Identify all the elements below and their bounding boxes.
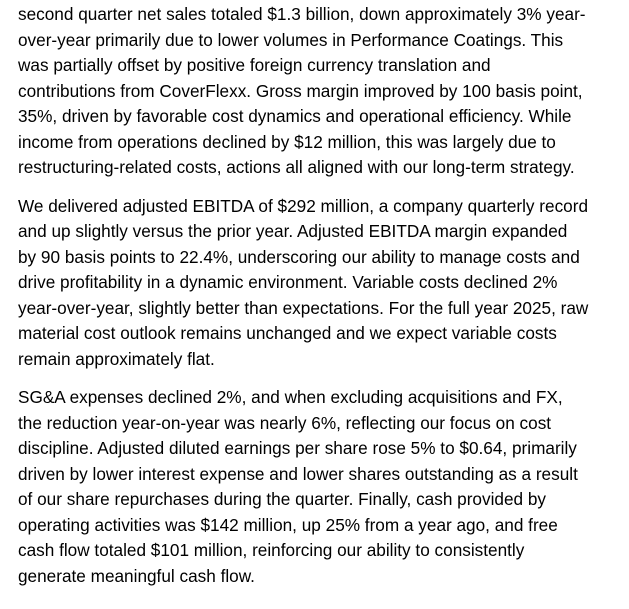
text-line: and up slightly versus the prior year. Adjusted EBITDA margin expanded: [18, 221, 568, 241]
text-line: year-over-year, slightly better than expectations. For the full year 2025, raw: [18, 297, 589, 318]
text-line: We delivered adjusted EBITDA of $292 million, a company quarterly record: [18, 195, 589, 216]
text-line: driven by lower interest expense and lower shares outstanding as a result: [18, 463, 578, 484]
text-line: 35%, driven by favorable cost dynamics and operational efficiency. While: [18, 106, 572, 126]
text-line: restructuring-related costs, actions all aligned with our long-term strategy.: [18, 157, 575, 177]
text-line: of our share repurchases during the quarter. Finally, cash provided by: [18, 489, 547, 509]
text-line: drive profitability in a dynamic environment. Variable costs declined 2%: [18, 272, 558, 292]
text-line: generate meaningful cash flow.: [18, 565, 255, 586]
text-line: operating activities was $142 million, up 25% from a year ago, and free: [18, 514, 558, 535]
paragraph-sga: [18, 385, 622, 589]
document-body: [18, 2, 622, 589]
text-line: SG&A expenses declined 2%, and when excluding acquisitions and FX,: [18, 387, 563, 407]
text-line: the reduction year-on-year was nearly 6%, reflecting our focus on cost: [18, 412, 552, 433]
text-line: cash flow totaled $101 million, reinforcing our ability to consistently: [18, 540, 525, 560]
text-line: was partially offset by positive foreign currency translation and: [18, 55, 491, 75]
text-line: by 90 basis points to 22.4%, underscoring our ability to manage costs and: [18, 246, 580, 267]
text-line: material cost outlook remains unchanged and we expect variable costs: [18, 323, 557, 343]
text-line: over-year primarily due to lower volumes in Performance Coatings. This: [18, 29, 564, 50]
text-line: discipline. Adjusted diluted earnings per share rose 5% to $0.64, primarily: [18, 438, 577, 458]
paragraph-ebitda: [18, 194, 622, 373]
paragraph-sales: [18, 2, 622, 181]
text-line: contributions from CoverFlexx. Gross margin improved by 100 basis point,: [18, 80, 583, 101]
text-line: remain approximately flat.: [18, 348, 215, 369]
text-line: income from operations declined by $12 million, this was largely due to: [18, 131, 556, 152]
text-line: second quarter net sales totaled $1.3 billion, down approximately 3% year-: [18, 4, 586, 24]
